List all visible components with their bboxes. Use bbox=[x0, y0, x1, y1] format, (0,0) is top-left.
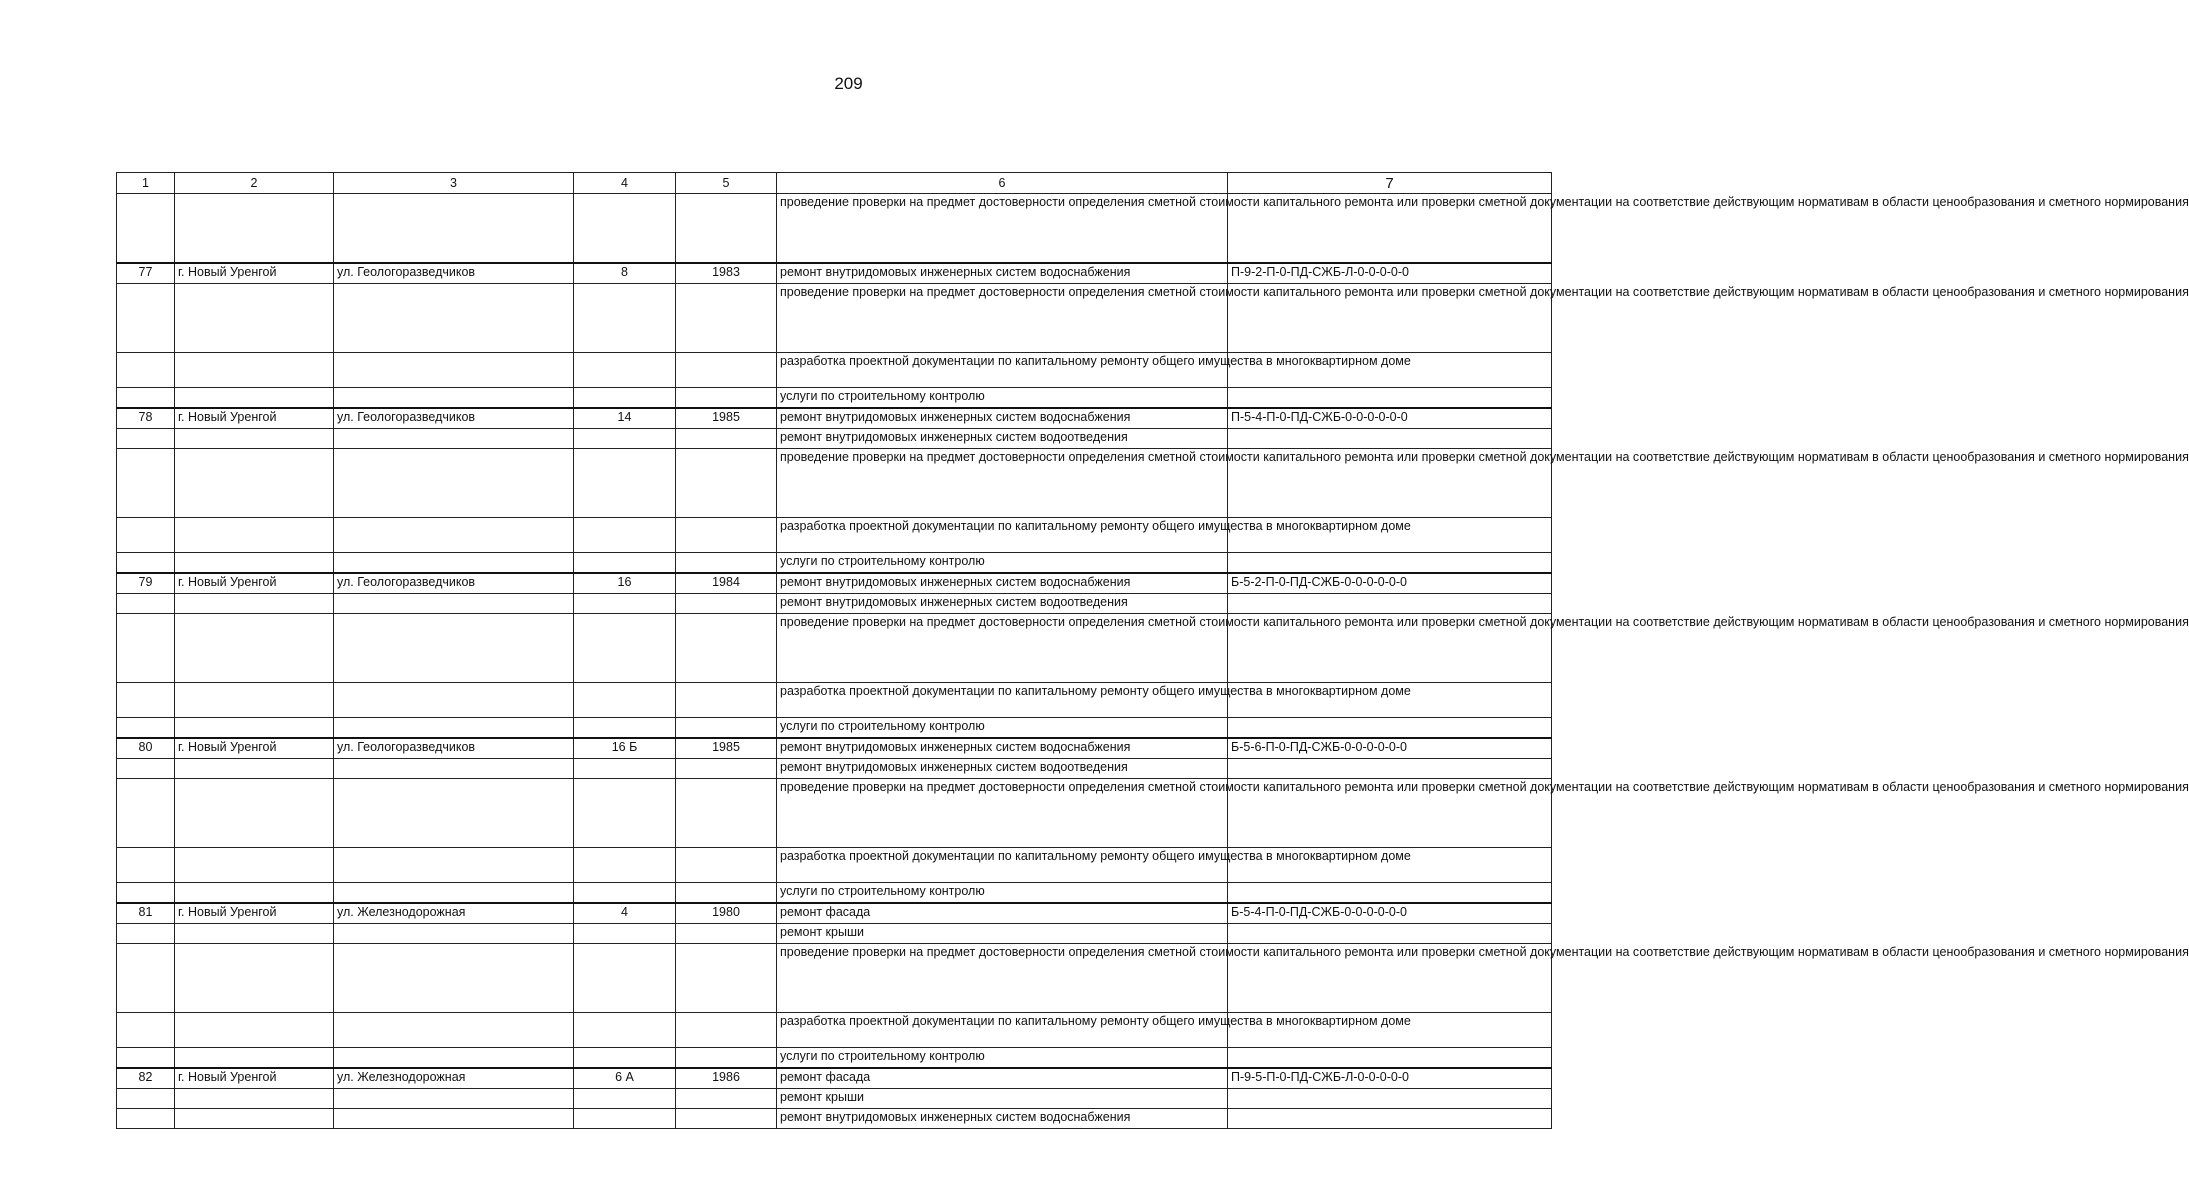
work-type-cell: услуги по строительному контролю bbox=[777, 883, 1228, 904]
street-cell: ул. Геологоразведчиков bbox=[334, 738, 574, 759]
work-type-cell: ремонт внутридомовых инженерных систем водоснабжения bbox=[777, 738, 1228, 759]
table-row bbox=[117, 388, 1552, 409]
work-type-cell: проведение проверки на предмет достоверности определения сметной стоимости капитального ремонта или проверки сметной документации на соответствие действующим нормативам в области ценообразования и сметного нормирования bbox=[777, 194, 1228, 264]
build-year-cell bbox=[676, 848, 777, 883]
table-row bbox=[117, 738, 1552, 759]
street-cell bbox=[334, 388, 574, 409]
building-code-cell bbox=[1228, 1109, 1552, 1129]
row-number-cell bbox=[117, 284, 175, 353]
work-type-cell: ремонт внутридомовых инженерных систем водоотведения bbox=[777, 594, 1228, 614]
build-year-cell bbox=[676, 1089, 777, 1109]
build-year-cell: 1980 bbox=[676, 903, 777, 924]
build-year-cell bbox=[676, 1013, 777, 1048]
building-code-cell bbox=[1228, 759, 1552, 779]
house-number-cell: 4 bbox=[574, 903, 676, 924]
city-cell bbox=[175, 848, 334, 883]
city-cell bbox=[175, 1048, 334, 1069]
build-year-cell bbox=[676, 194, 777, 264]
build-year-cell bbox=[676, 614, 777, 683]
table-row bbox=[117, 573, 1552, 594]
house-number-cell bbox=[574, 924, 676, 944]
house-number-cell bbox=[574, 848, 676, 883]
house-number-cell bbox=[574, 429, 676, 449]
city-cell bbox=[175, 614, 334, 683]
table-row bbox=[117, 194, 1552, 264]
street-cell bbox=[334, 883, 574, 904]
build-year-cell bbox=[676, 718, 777, 739]
work-type-cell: проведение проверки на предмет достоверности определения сметной стоимости капитального ремонта или проверки сметной документации на соответствие действующим нормативам в области ценообразования и сметного нормирования bbox=[777, 449, 1228, 518]
street-cell bbox=[334, 924, 574, 944]
column-number-row bbox=[117, 173, 1552, 194]
build-year-cell bbox=[676, 944, 777, 1013]
row-number-cell: 82 bbox=[117, 1068, 175, 1089]
row-number-cell bbox=[117, 883, 175, 904]
work-type-cell: ремонт фасада bbox=[777, 903, 1228, 924]
table-row bbox=[117, 594, 1552, 614]
build-year-cell bbox=[676, 759, 777, 779]
table-row bbox=[117, 944, 1552, 1013]
house-number-cell bbox=[574, 779, 676, 848]
row-number-cell bbox=[117, 924, 175, 944]
street-cell: ул. Железнодорожная bbox=[334, 903, 574, 924]
house-number-cell bbox=[574, 284, 676, 353]
row-number-cell bbox=[117, 1013, 175, 1048]
row-number-cell bbox=[117, 718, 175, 739]
build-year-cell: 1983 bbox=[676, 263, 777, 284]
build-year-cell bbox=[676, 924, 777, 944]
city-cell bbox=[175, 284, 334, 353]
row-number-cell bbox=[117, 429, 175, 449]
house-number-cell bbox=[574, 683, 676, 718]
page-number: 209 bbox=[834, 74, 863, 93]
city-cell bbox=[175, 1109, 334, 1129]
column-header-1: 1 bbox=[117, 173, 175, 194]
work-type-cell: разработка проектной документации по капитальному ремонту общего имущества в многоквартирном доме bbox=[777, 848, 1228, 883]
street-cell bbox=[334, 614, 574, 683]
street-cell bbox=[334, 944, 574, 1013]
table-row bbox=[117, 1109, 1552, 1129]
building-code-cell bbox=[1228, 388, 1552, 409]
city-cell bbox=[175, 518, 334, 553]
row-number-cell bbox=[117, 553, 175, 574]
building-code-cell: П-5-4-П-0-ПД-СЖБ-0-0-0-0-0-0 bbox=[1228, 408, 1552, 429]
house-number-cell bbox=[574, 449, 676, 518]
city-cell: г. Новый Уренгой bbox=[175, 1068, 334, 1089]
street-cell bbox=[334, 1109, 574, 1129]
column-header-3: 3 bbox=[334, 173, 574, 194]
house-number-cell bbox=[574, 944, 676, 1013]
city-cell bbox=[175, 553, 334, 574]
table-row bbox=[117, 518, 1552, 553]
build-year-cell bbox=[676, 449, 777, 518]
row-number-cell bbox=[117, 614, 175, 683]
city-cell bbox=[175, 449, 334, 518]
table-row bbox=[117, 284, 1552, 353]
work-type-cell: услуги по строительному контролю bbox=[777, 388, 1228, 409]
house-number-cell bbox=[574, 1048, 676, 1069]
street-cell bbox=[334, 429, 574, 449]
column-header-4: 4 bbox=[574, 173, 676, 194]
house-number-cell bbox=[574, 594, 676, 614]
build-year-cell: 1986 bbox=[676, 1068, 777, 1089]
table-body bbox=[117, 194, 2189, 1129]
column-header-2: 2 bbox=[175, 173, 334, 194]
row-number-cell bbox=[117, 388, 175, 409]
table-row bbox=[117, 614, 1552, 683]
building-code-cell: П-9-5-П-0-ПД-СЖБ-Л-0-0-0-0-0 bbox=[1228, 1068, 1552, 1089]
street-cell: ул. Железнодорожная bbox=[334, 1068, 574, 1089]
build-year-cell bbox=[676, 388, 777, 409]
row-number-cell bbox=[117, 353, 175, 388]
building-code-cell: П-9-2-П-0-ПД-СЖБ-Л-0-0-0-0-0 bbox=[1228, 263, 1552, 284]
building-code-cell: Б-5-6-П-0-ПД-СЖБ-0-0-0-0-0-0 bbox=[1228, 738, 1552, 759]
house-number-cell bbox=[574, 883, 676, 904]
build-year-cell bbox=[676, 1109, 777, 1129]
work-type-cell: ремонт внутридомовых инженерных систем водоотведения bbox=[777, 759, 1228, 779]
row-number-cell bbox=[117, 449, 175, 518]
city-cell bbox=[175, 194, 334, 264]
building-code-cell bbox=[1228, 1089, 1552, 1109]
building-code-cell bbox=[1228, 553, 1552, 574]
table-row bbox=[117, 353, 1552, 388]
work-type-cell: разработка проектной документации по капитальному ремонту общего имущества в многоквартирном доме bbox=[777, 683, 1228, 718]
row-number-cell: 78 bbox=[117, 408, 175, 429]
table-row bbox=[117, 263, 1552, 284]
table-row bbox=[117, 1068, 1552, 1089]
city-cell bbox=[175, 594, 334, 614]
building-code-cell: Б-5-4-П-0-ПД-СЖБ-0-0-0-0-0-0 bbox=[1228, 903, 1552, 924]
row-number-cell: 81 bbox=[117, 903, 175, 924]
city-cell bbox=[175, 683, 334, 718]
table-row bbox=[117, 903, 1552, 924]
city-cell bbox=[175, 1013, 334, 1048]
street-cell: ул. Геологоразведчиков bbox=[334, 408, 574, 429]
work-type-cell: проведение проверки на предмет достоверности определения сметной стоимости капитального ремонта или проверки сметной документации на соответствие действующим нормативам в области ценообразования и сметного нормирования bbox=[777, 944, 1228, 1013]
repair-register-table bbox=[116, 172, 2189, 1129]
house-number-cell: 14 bbox=[574, 408, 676, 429]
building-code-cell bbox=[1228, 1048, 1552, 1069]
row-number-cell bbox=[117, 759, 175, 779]
city-cell bbox=[175, 718, 334, 739]
building-code-cell: Б-5-2-П-0-ПД-СЖБ-0-0-0-0-0-0 bbox=[1228, 573, 1552, 594]
row-number-cell bbox=[117, 779, 175, 848]
street-cell bbox=[334, 759, 574, 779]
city-cell bbox=[175, 388, 334, 409]
city-cell: г. Новый Уренгой bbox=[175, 263, 334, 284]
work-type-cell: ремонт внутридомовых инженерных систем водоснабжения bbox=[777, 573, 1228, 594]
house-number-cell bbox=[574, 1013, 676, 1048]
street-cell bbox=[334, 718, 574, 739]
work-type-cell: разработка проектной документации по капитальному ремонту общего имущества в многоквартирном доме bbox=[777, 518, 1228, 553]
table-row bbox=[117, 683, 1552, 718]
city-cell: г. Новый Уренгой bbox=[175, 408, 334, 429]
row-number-cell: 77 bbox=[117, 263, 175, 284]
work-type-cell: проведение проверки на предмет достоверности определения сметной стоимости капитального ремонта или проверки сметной документации на соответствие действующим нормативам в области ценообразования и сметного нормирования bbox=[777, 779, 1228, 848]
work-type-cell: ремонт внутридомовых инженерных систем водоснабжения bbox=[777, 1109, 1228, 1129]
table-row bbox=[117, 1048, 1552, 1069]
building-code-cell bbox=[1228, 429, 1552, 449]
build-year-cell bbox=[676, 353, 777, 388]
street-cell bbox=[334, 594, 574, 614]
street-cell bbox=[334, 1089, 574, 1109]
street-cell bbox=[334, 518, 574, 553]
city-cell bbox=[175, 353, 334, 388]
house-number-cell: 16 bbox=[574, 573, 676, 594]
work-type-cell: услуги по строительному контролю bbox=[777, 1048, 1228, 1069]
build-year-cell bbox=[676, 594, 777, 614]
street-cell bbox=[334, 284, 574, 353]
house-number-cell bbox=[574, 718, 676, 739]
work-type-cell: ремонт внутридомовых инженерных систем водоснабжения bbox=[777, 263, 1228, 284]
building-code-cell bbox=[1228, 924, 1552, 944]
table-row bbox=[117, 924, 1552, 944]
build-year-cell bbox=[676, 553, 777, 574]
work-type-cell: ремонт внутридомовых инженерных систем водоотведения bbox=[777, 429, 1228, 449]
street-cell bbox=[334, 848, 574, 883]
building-code-cell bbox=[1228, 594, 1552, 614]
street-cell bbox=[334, 1013, 574, 1048]
work-type-cell: услуги по строительному контролю bbox=[777, 553, 1228, 574]
house-number-cell bbox=[574, 553, 676, 574]
row-number-cell bbox=[117, 1048, 175, 1069]
house-number-cell: 16 Б bbox=[574, 738, 676, 759]
street-cell bbox=[334, 194, 574, 264]
city-cell: г. Новый Уренгой bbox=[175, 573, 334, 594]
house-number-cell bbox=[574, 518, 676, 553]
building-code-cell bbox=[1228, 718, 1552, 739]
build-year-cell bbox=[676, 883, 777, 904]
table-row bbox=[117, 408, 1552, 429]
column-header-7: 7 bbox=[1228, 173, 1552, 194]
row-number-cell bbox=[117, 944, 175, 1013]
row-number-cell bbox=[117, 1089, 175, 1109]
build-year-cell bbox=[676, 284, 777, 353]
work-type-cell: ремонт крыши bbox=[777, 924, 1228, 944]
house-number-cell: 6 А bbox=[574, 1068, 676, 1089]
row-number-cell bbox=[117, 594, 175, 614]
work-type-cell: услуги по строительному контролю bbox=[777, 718, 1228, 739]
house-number-cell bbox=[574, 194, 676, 264]
city-cell bbox=[175, 883, 334, 904]
street-cell bbox=[334, 449, 574, 518]
table-row bbox=[117, 429, 1552, 449]
house-number-cell bbox=[574, 614, 676, 683]
house-number-cell bbox=[574, 353, 676, 388]
work-type-cell: проведение проверки на предмет достоверности определения сметной стоимости капитального ремонта или проверки сметной документации на соответствие действующим нормативам в области ценообразования и сметного нормирования bbox=[777, 614, 1228, 683]
house-number-cell bbox=[574, 1089, 676, 1109]
column-header-6: 6 bbox=[777, 173, 1228, 194]
street-cell bbox=[334, 683, 574, 718]
build-year-cell: 1985 bbox=[676, 738, 777, 759]
row-number-cell bbox=[117, 518, 175, 553]
city-cell bbox=[175, 779, 334, 848]
column-header-5: 5 bbox=[676, 173, 777, 194]
table-row bbox=[117, 449, 1552, 518]
street-cell bbox=[334, 353, 574, 388]
table-row bbox=[117, 848, 1552, 883]
work-type-cell: разработка проектной документации по капитальному ремонту общего имущества в многоквартирном доме bbox=[777, 353, 1228, 388]
city-cell: г. Новый Уренгой bbox=[175, 903, 334, 924]
build-year-cell: 1984 bbox=[676, 573, 777, 594]
row-number-cell bbox=[117, 1109, 175, 1129]
street-cell bbox=[334, 553, 574, 574]
row-number-cell bbox=[117, 848, 175, 883]
city-cell: г. Новый Уренгой bbox=[175, 738, 334, 759]
city-cell bbox=[175, 1089, 334, 1109]
build-year-cell bbox=[676, 683, 777, 718]
table-row bbox=[117, 1013, 1552, 1048]
build-year-cell bbox=[676, 518, 777, 553]
work-type-cell: ремонт внутридомовых инженерных систем водоснабжения bbox=[777, 408, 1228, 429]
table-row bbox=[117, 759, 1552, 779]
table-row bbox=[117, 1089, 1552, 1109]
city-cell bbox=[175, 759, 334, 779]
row-number-cell bbox=[117, 194, 175, 264]
work-type-cell: ремонт фасада bbox=[777, 1068, 1228, 1089]
table-row bbox=[117, 553, 1552, 574]
build-year-cell bbox=[676, 779, 777, 848]
row-number-cell bbox=[117, 683, 175, 718]
build-year-cell bbox=[676, 1048, 777, 1069]
work-type-cell: проведение проверки на предмет достоверности определения сметной стоимости капитального ремонта или проверки сметной документации на соответствие действующим нормативам в области ценообразования и сметного нормирования bbox=[777, 284, 1228, 353]
street-cell bbox=[334, 1048, 574, 1069]
row-number-cell: 79 bbox=[117, 573, 175, 594]
city-cell bbox=[175, 944, 334, 1013]
table-row bbox=[117, 779, 1552, 848]
table-row bbox=[117, 718, 1552, 739]
street-cell bbox=[334, 779, 574, 848]
building-code-cell bbox=[1228, 883, 1552, 904]
work-type-cell: разработка проектной документации по капитальному ремонту общего имущества в многоквартирном доме bbox=[777, 1013, 1228, 1048]
table-row bbox=[117, 883, 1552, 904]
row-number-cell: 80 bbox=[117, 738, 175, 759]
house-number-cell bbox=[574, 1109, 676, 1129]
build-year-cell bbox=[676, 429, 777, 449]
house-number-cell bbox=[574, 388, 676, 409]
street-cell: ул. Геологоразведчиков bbox=[334, 263, 574, 284]
house-number-cell: 8 bbox=[574, 263, 676, 284]
street-cell: ул. Геологоразведчиков bbox=[334, 573, 574, 594]
house-number-cell bbox=[574, 759, 676, 779]
work-type-cell: ремонт крыши bbox=[777, 1089, 1228, 1109]
city-cell bbox=[175, 429, 334, 449]
city-cell bbox=[175, 924, 334, 944]
build-year-cell: 1985 bbox=[676, 408, 777, 429]
